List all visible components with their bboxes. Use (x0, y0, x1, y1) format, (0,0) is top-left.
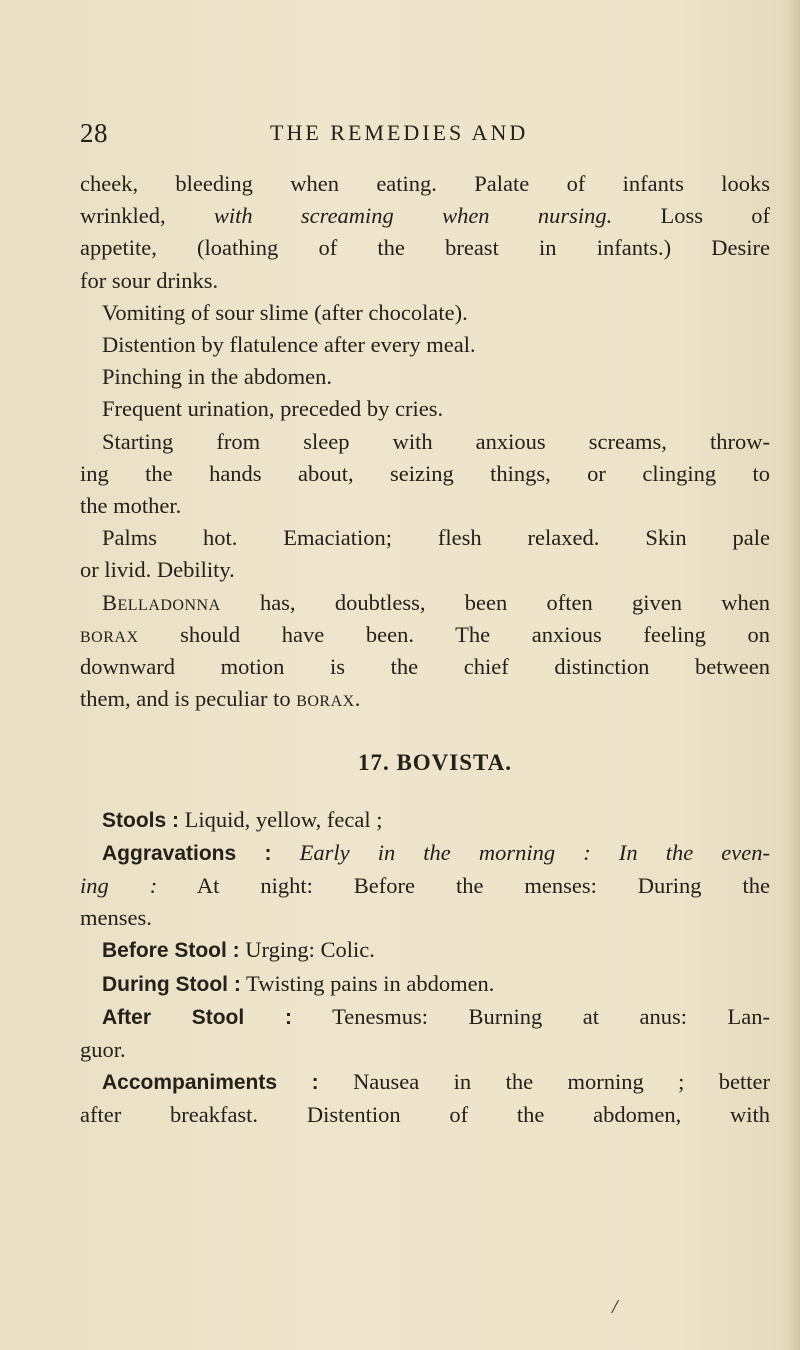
text-span: Liquid, yellow, fecal ; (184, 806, 383, 832)
page-edge-shadow (786, 0, 800, 1350)
running-title: THE REMEDIES AND (270, 120, 529, 145)
text-line (80, 587, 770, 619)
text-line: or livid. Debility. (80, 557, 235, 583)
aggravations-label: Aggravations : (102, 841, 272, 865)
text-line: cheek, bleeding when eating. Palate of infants looks (80, 171, 770, 196)
text-line: Palms hot. Emaciation; flesh relaxed. Skin pale (102, 525, 770, 551)
text-span: Loss of (660, 203, 770, 229)
text-line: Frequent urination, preceded by cries. (102, 396, 444, 422)
text-line (80, 683, 770, 715)
remedy-name: Belladonna (102, 589, 221, 615)
text-line (80, 200, 770, 232)
text-span: should have been. The anxious feeling on (180, 621, 770, 647)
text-line: Distention by flatulence after every meal. (102, 332, 476, 358)
text-span: Twisting pains in abdomen. (246, 970, 495, 996)
text-line: Pinching in the abdomen. (102, 364, 332, 390)
before-stool-label: Before Stool : (102, 939, 240, 963)
text-line: Starting from sleep with anxious screams, throw- (102, 428, 770, 454)
stools-label: Stools : (102, 808, 179, 832)
text-span: Tenesmus: Burning at anus: Lan- (332, 1003, 771, 1029)
running-header (80, 118, 740, 150)
text-line: menses. (80, 905, 152, 931)
italic-phrase: Early in the morning : In the even- (299, 839, 770, 865)
text-line: for sour drinks. (80, 267, 219, 293)
text-span: Nausea in the morning ; better (353, 1069, 771, 1095)
text-span: . (354, 686, 361, 712)
text-line (80, 804, 770, 837)
text-span: has, doubtless, been often given when (259, 589, 771, 615)
section-heading: 17. BOVISTA. (357, 750, 513, 776)
text-span: At night: Before the menses: During the (196, 873, 770, 899)
text-line (80, 619, 770, 651)
page-body (80, 168, 770, 1132)
text-span: them, and is peculiar to (80, 686, 291, 712)
text-line: after breakfast. Distention of the abdomen, with (80, 1102, 770, 1128)
text-line: the mother. (80, 493, 182, 519)
page-number: 28 (80, 118, 108, 148)
text-line: appetite, (loathing of the breast in infants.) Desire (80, 235, 770, 261)
text-line (80, 870, 770, 902)
text-line: downward motion is the chief distinction between (80, 654, 770, 680)
text-line (80, 934, 770, 967)
text-span: wrinkled, (80, 203, 166, 229)
remedy-name: borax (296, 686, 355, 712)
text-line (80, 968, 770, 1001)
italic-phrase: with screaming when nursing. (213, 203, 613, 229)
accompaniments-label: Accompaniments : (102, 1071, 319, 1095)
text-line (80, 1001, 770, 1034)
text-line (80, 837, 770, 870)
after-stool-label: After Stool : (102, 1005, 292, 1029)
text-span: Urging: Colic. (245, 937, 375, 963)
text-line (80, 1066, 770, 1099)
footer-mark: / (612, 1296, 618, 1318)
italic-phrase: ing : (80, 873, 158, 899)
text-line: guor. (80, 1037, 126, 1063)
text-line: Vomiting of sour slime (after chocolate). (102, 299, 468, 325)
remedy-name: borax (80, 621, 139, 647)
text-line: ing the hands about, seizing things, or clinging to (80, 460, 770, 486)
during-stool-label: During Stool : (102, 972, 241, 996)
